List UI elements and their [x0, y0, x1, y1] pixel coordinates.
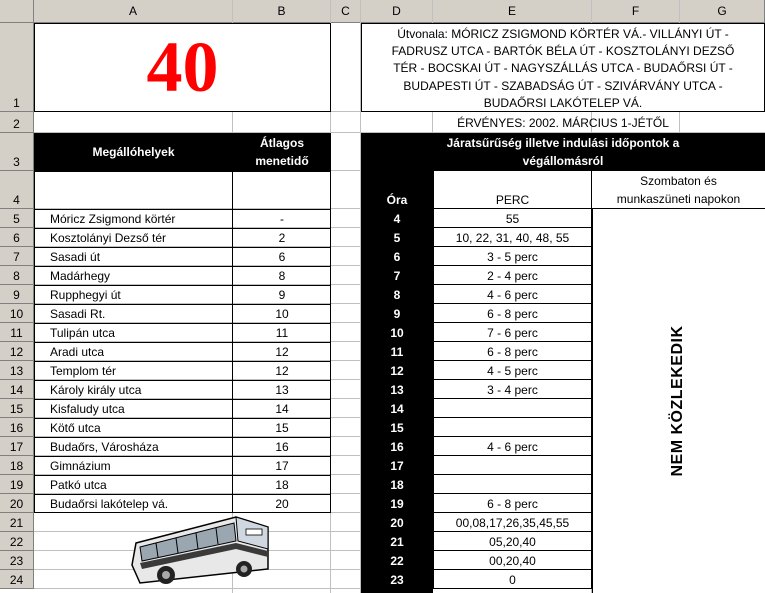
hour-cell: 5 — [393, 230, 401, 245]
stop-time: 12 — [275, 344, 289, 359]
hour-header: Óra — [361, 190, 433, 209]
stop-name: Templom tér — [50, 363, 117, 378]
hour-cell: 14 — [390, 401, 404, 416]
row-header-14[interactable]: 14 — [0, 380, 34, 399]
minute-cell: 00,08,17,26,35,45,55 — [455, 515, 570, 530]
route-text-line: BUDAŐRSI LAKÓTELEP VÁ. — [483, 96, 643, 111]
minute-cell: 7 - 6 perc — [487, 325, 538, 340]
row-header-6[interactable]: 6 — [0, 228, 34, 247]
hour-cell: 8 — [393, 287, 401, 302]
stop-name: Sasadi Rt. — [50, 306, 106, 321]
stops-header: Megállóhelyek — [34, 133, 233, 171]
row-header-19[interactable]: 19 — [0, 475, 34, 494]
minute-cell: 6 - 8 perc — [487, 496, 538, 511]
hour-cell: 19 — [390, 496, 404, 511]
minute-cell: 4 - 6 perc — [487, 439, 538, 454]
stop-time: 8 — [278, 268, 286, 283]
route-text-line: TÉR - BOCSKAI ÚT - NAGYSZÁLLÁS UTCA - BUDAŐRSI ÚT - — [393, 61, 733, 76]
stop-name: Sasadi út — [50, 249, 101, 264]
row-header-10[interactable]: 10 — [0, 304, 34, 323]
minute-header: PERC — [495, 192, 530, 207]
row-header-1[interactable]: 1 — [0, 23, 34, 112]
column-header-b[interactable]: B — [233, 0, 331, 23]
route-text-line: Útvonala: MÓRICZ ZSIGMOND KÖRTÉR VÁ.- VILLÁNYI ÚT - — [397, 26, 729, 41]
minute-cell — [433, 399, 592, 418]
minute-cell: 3 - 5 perc — [487, 249, 538, 264]
row-header-16[interactable]: 16 — [0, 418, 34, 437]
row-header-3[interactable]: 3 — [0, 133, 34, 171]
row-header-24[interactable]: 24 — [0, 570, 34, 589]
stop-name: Móricz Zsigmond körtér — [50, 211, 176, 226]
stop-time: 10 — [275, 306, 289, 321]
hour-cell: 22 — [390, 553, 404, 568]
hour-cell: 6 — [393, 249, 401, 264]
stop-name: Budaőrsi lakótelep vá. — [50, 496, 169, 511]
row-header-15[interactable]: 15 — [0, 399, 34, 418]
hour-cell: 11 — [390, 344, 404, 359]
hour-cell: 4 — [393, 211, 401, 226]
minute-cell: 10, 22, 31, 40, 48, 55 — [455, 230, 570, 245]
minute-cell: 4 - 6 perc — [487, 287, 538, 302]
stop-name: Tulipán utca — [50, 325, 115, 340]
column-header-a[interactable]: A — [34, 0, 233, 23]
stops-divider — [232, 133, 233, 513]
hour-cell: 21 — [390, 534, 404, 549]
minute-cell: 6 - 8 perc — [487, 306, 538, 321]
hour-cell: 15 — [390, 420, 404, 435]
hour-cell: 12 — [390, 363, 404, 378]
hour-cell: 7 — [393, 268, 401, 283]
hour-cell: 18 — [390, 477, 404, 492]
schedule-header-line1: Járatsűrűség illetve indulási időpontok a — [361, 134, 765, 152]
weekend-header-line2: munkaszüneti napokon — [616, 192, 741, 206]
stop-name: Budaőrs, Városháza — [50, 439, 159, 454]
hour-cell: 9 — [393, 306, 401, 321]
row-header-4[interactable]: 4 — [0, 171, 34, 209]
stop-name: Kötő utca — [50, 420, 101, 435]
column-header-g[interactable]: G — [680, 0, 765, 23]
stop-name: Madárhegy — [50, 268, 111, 283]
stop-time: 16 — [275, 439, 289, 454]
stop-time: 14 — [275, 401, 289, 416]
stop-time: 9 — [278, 287, 286, 302]
stop-time: 12 — [275, 363, 289, 378]
valid-from-text: ÉRVÉNYES: 2002. MÁRCIUS 1-JÉTŐL — [457, 115, 669, 130]
stop-name: Kisfaludy utca — [50, 401, 125, 416]
hour-cell: 13 — [390, 382, 404, 397]
column-header-e[interactable]: E — [433, 0, 592, 23]
minute-cell: 4 - 5 perc — [487, 363, 538, 378]
stop-time: 13 — [275, 382, 289, 397]
hour-cell: 16 — [390, 439, 404, 454]
stop-time: 2 — [278, 230, 286, 245]
minute-cell — [433, 456, 592, 475]
minute-cell: 00,20,40 — [489, 553, 536, 568]
minute-cell — [433, 475, 592, 494]
minute-cell: 05,20,40 — [489, 534, 536, 549]
avg-time-header-line2: menetidő — [233, 152, 331, 170]
minute-cell — [433, 418, 592, 437]
not-running-text: NEM KÖZLEKEDIK — [669, 325, 686, 477]
row-header-2[interactable]: 2 — [0, 112, 34, 133]
route-text-line: FADRUSZ UTCA - BARTÓK BÉLA ÚT - KOSZTOLÁNYI DEZSŐ — [391, 43, 735, 58]
route-number: 40 — [146, 27, 219, 107]
select-all-corner[interactable] — [0, 0, 34, 23]
stop-time: - — [280, 211, 284, 226]
row-header-21[interactable]: 21 — [0, 513, 34, 532]
row-header-9[interactable]: 9 — [0, 285, 34, 304]
stop-time: 17 — [275, 458, 289, 473]
stop-name: Kosztolányi Dezső tér — [50, 230, 167, 245]
row-header-17[interactable]: 17 — [0, 437, 34, 456]
minute-cell: 3 - 4 perc — [487, 382, 538, 397]
hour-cell: 17 — [390, 458, 404, 473]
column-header-f[interactable]: F — [592, 0, 680, 23]
stop-time: 20 — [275, 496, 289, 511]
row-header-22[interactable]: 22 — [0, 532, 34, 551]
weekend-header-line1: Szombaton és — [640, 174, 717, 188]
bus-image — [126, 513, 276, 588]
column-header-d[interactable]: D — [361, 0, 433, 23]
row-header-20[interactable]: 20 — [0, 494, 34, 513]
minute-cell: 55 — [505, 211, 520, 226]
stop-time: 6 — [278, 249, 286, 264]
avg-time-header-line1: Átlagos — [233, 134, 331, 152]
stop-name: Aradi utca — [50, 344, 105, 359]
stop-time: 15 — [275, 420, 289, 435]
row-header-11[interactable]: 11 — [0, 323, 34, 342]
stop-time: 11 — [275, 325, 289, 340]
hour-cell: 23 — [390, 572, 404, 587]
minute-cell: 0 — [509, 572, 516, 587]
hour-cell: 20 — [390, 515, 404, 530]
hour-cell: 10 — [390, 325, 404, 340]
stop-name: Rupphegyi út — [50, 287, 121, 302]
stop-time: 18 — [275, 477, 289, 492]
row-header-13[interactable]: 13 — [0, 361, 34, 380]
row-header-5[interactable]: 5 — [0, 209, 34, 228]
row-header-8[interactable]: 8 — [0, 266, 34, 285]
stop-name: Károly király utca — [50, 382, 142, 397]
schedule-header-line2: végállomásról — [361, 152, 765, 170]
stop-name: Gimnázium — [50, 458, 111, 473]
stop-name: Patkó utca — [50, 477, 107, 492]
minute-cell: 2 - 4 perc — [487, 268, 538, 283]
row-header-18[interactable]: 18 — [0, 456, 34, 475]
minute-cell: 6 - 8 perc — [487, 344, 538, 359]
route-text-line: BUDAPESTI ÚT - SZABADSÁG ÚT - SZIVÁRVÁNY UTCA - — [403, 78, 723, 93]
row-header-7[interactable]: 7 — [0, 247, 34, 266]
column-header-c[interactable]: C — [331, 0, 361, 23]
row-header-12[interactable]: 12 — [0, 342, 34, 361]
row-header-23[interactable]: 23 — [0, 551, 34, 570]
